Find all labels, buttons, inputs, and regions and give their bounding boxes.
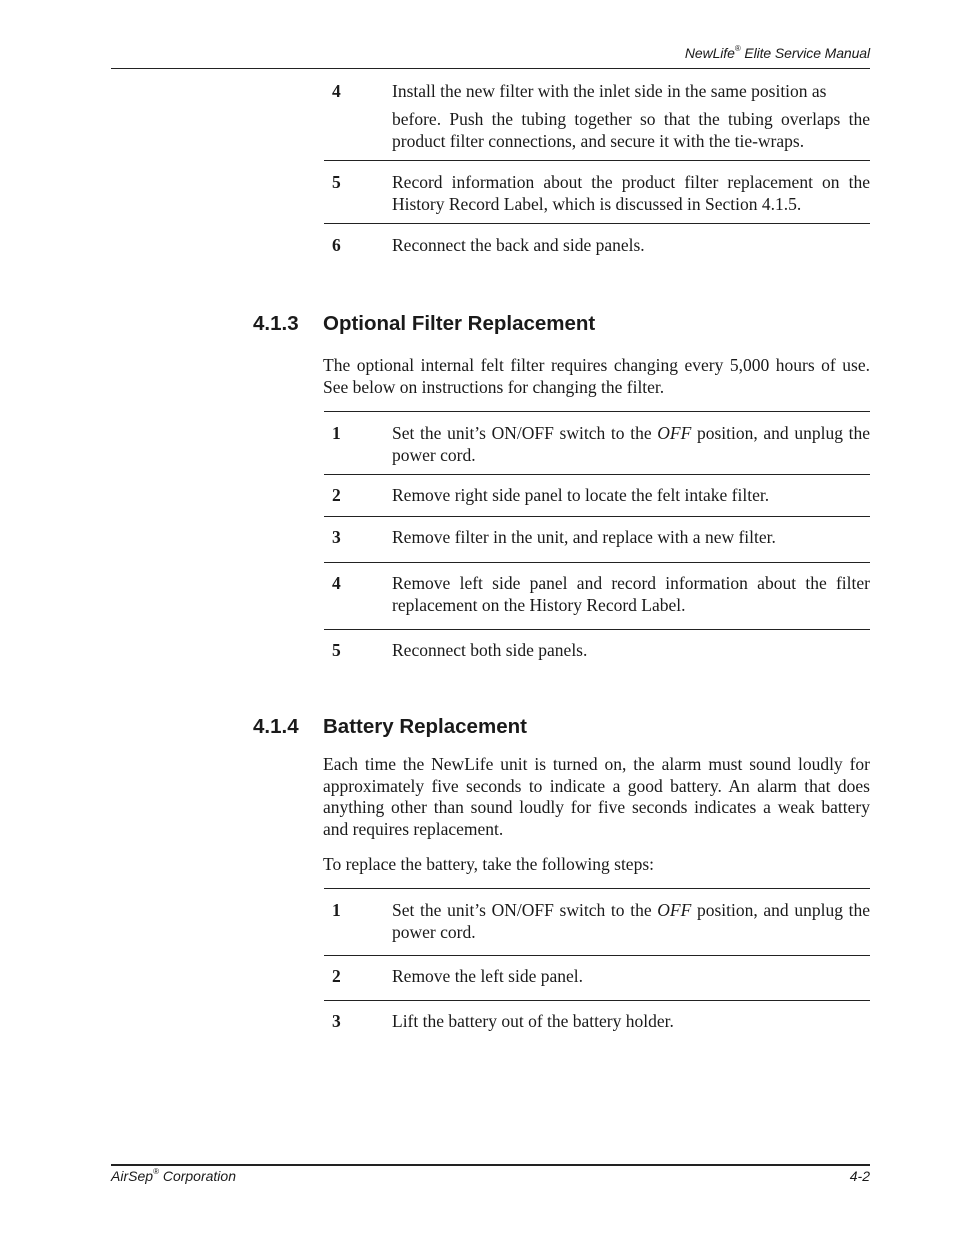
step-row: [324, 474, 870, 516]
step-row: [324, 411, 870, 474]
step-text: Set the unit’s ON/OFF switch to the OFF position, and unplug the power cord.: [392, 423, 871, 465]
section-heading-4-1-3: [253, 312, 595, 336]
step-text: Remove left side panel and record information about the filter replacement on the History Record Label.: [392, 573, 870, 615]
step-row: [324, 223, 870, 274]
step-number: 2: [332, 966, 341, 986]
step-row: [324, 516, 870, 562]
step-row: [324, 955, 870, 1000]
footer-rule: [111, 1164, 870, 1166]
battery-steps-table: [324, 888, 870, 1040]
step-text: Remove the left side panel.: [392, 966, 583, 986]
step-number: 5: [332, 172, 341, 192]
footer-company: AirSep® Corporation: [111, 1167, 236, 1184]
step-text: Remove right side panel to locate the felt intake filter.: [392, 485, 770, 505]
header-rule: [111, 68, 870, 69]
section-title: Optional Filter Replacement: [323, 312, 596, 335]
step-row: [324, 1000, 870, 1040]
step-number: 3: [332, 1011, 341, 1031]
step-row: [324, 562, 870, 629]
step-text-line: Install the new filter with the inlet side in the same position as: [392, 81, 827, 101]
optional-filter-steps-table: [324, 411, 870, 669]
step-number: 5: [332, 640, 341, 660]
section-heading-4-1-4: [253, 715, 527, 739]
step-row: [324, 160, 870, 223]
page-number: 4-2: [849, 1168, 870, 1184]
step-text: Lift the battery out of the battery holder.: [392, 1011, 674, 1031]
off-position-text: OFF: [657, 423, 692, 443]
footer-registered-mark: ®: [153, 1167, 159, 1176]
section-number: 4.1.4: [253, 715, 299, 738]
section-intro-paragraph: The optional internal felt filter requires changing every 5,000 hours of use. See below on instructions for changing the filter.: [323, 355, 870, 397]
section-intro-paragraph: Each time the NewLife unit is turned on, the alarm must sound loudly for approximately five seconds to indicate a good battery. An alarm that does anything other than sound loudly for five seconds indicates a weak battery and requires replacement.: [323, 754, 870, 839]
running-header: [685, 45, 870, 61]
step-text: Reconnect both side panels.: [392, 640, 588, 660]
header-registered-mark: ®: [734, 44, 741, 53]
step-number: 4: [332, 573, 341, 593]
step-row: [324, 80, 870, 160]
off-position-text: OFF: [657, 900, 692, 920]
filter-steps-table-continued: [324, 80, 870, 274]
step-number: 2: [332, 485, 341, 505]
step-number: 6: [332, 235, 341, 255]
header-title: Elite Service Manual: [740, 45, 870, 61]
step-text: Remove filter in the unit, and replace with a new filter.: [392, 527, 776, 547]
step-text-line: before. Push the tubing together so that the tubing overlaps the product filter connections, and secure it with the tie-wraps.: [392, 109, 870, 151]
step-number: 1: [332, 900, 341, 920]
section-lead-paragraph: To replace the battery, take the following steps:: [323, 854, 654, 874]
step-number: 3: [332, 527, 341, 547]
section-title: Battery Replacement: [323, 715, 527, 738]
step-text: Set the unit’s ON/OFF switch to the OFF position, and unplug the power cord.: [392, 900, 871, 942]
section-number: 4.1.3: [253, 312, 299, 335]
step-text: Record information about the product filter replacement on the History Record Label, which is discussed in Section 4.1.5.: [392, 172, 870, 214]
step-text: Reconnect the back and side panels.: [392, 235, 645, 255]
step-number: 1: [332, 423, 341, 443]
step-row: [324, 888, 870, 955]
header-brand: NewLife: [684, 45, 735, 61]
step-number: 4: [332, 81, 341, 101]
step-text: [392, 80, 870, 160]
step-row: [324, 629, 870, 669]
